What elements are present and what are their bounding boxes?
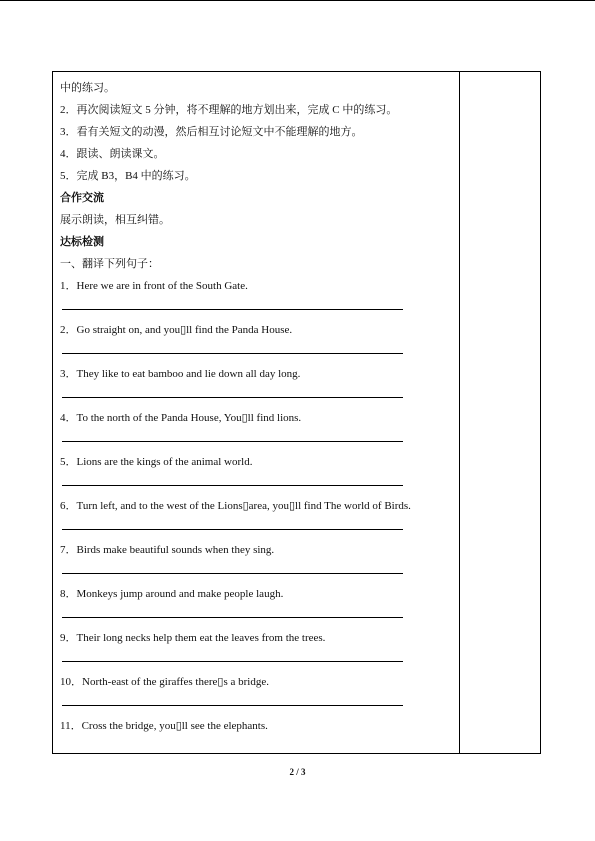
sentence-text: 3．They like to eat bamboo and lie down all day long. — [60, 368, 301, 380]
exercise-item — [60, 407, 450, 451]
answer-line[interactable] — [62, 617, 403, 618]
page-top-rule — [0, 0, 595, 1]
intro-line: 中的练习。 — [60, 82, 115, 94]
lesson-table — [52, 71, 541, 754]
sentence-text: 7．Birds make beautiful sounds when they sing. — [60, 544, 275, 556]
sentence-text: 1．Here we are in front of the South Gate. — [60, 280, 248, 292]
exercise-item — [60, 671, 450, 715]
answer-line[interactable] — [62, 573, 403, 574]
sentence-text: 2．Go straight on, and you▯ll find the Panda House. — [60, 324, 293, 336]
sentence-text: 9．Their long necks help them eat the leaves from the trees. — [60, 632, 326, 644]
exercise-item — [60, 495, 450, 539]
exercise-title: 一、翻译下列句子： — [60, 258, 159, 270]
intro-line: 4．跟读、朗读课文。 — [60, 148, 165, 160]
exercise-item — [60, 275, 450, 319]
exercise-item — [60, 627, 450, 671]
sentence-text: 6．Turn left, and to the west of the Lions▯area, you▯ll find The world of Birds. — [60, 500, 411, 512]
exercise-item — [60, 539, 450, 583]
sentence-text: 4．To the north of the Panda House, You▯ll find lions. — [60, 412, 302, 424]
column-divider — [459, 72, 460, 753]
sentence-text: 5．Lions are the kings of the animal world. — [60, 456, 253, 468]
sentence-text: 10．North-east of the giraffes there▯s a bridge. — [60, 676, 269, 688]
lesson-content — [60, 77, 450, 759]
answer-line[interactable] — [62, 397, 403, 398]
exercise-item — [60, 363, 450, 407]
sentence-text: 8．Monkeys jump around and make people laugh. — [60, 588, 284, 600]
intro-line: 3．看有关短文的动漫，然后相互讨论短文中不能理解的地方。 — [60, 126, 363, 138]
intro-line: 2．再次阅读短文 5 分钟，将不理解的地方划出来，完成 C 中的练习。 — [60, 104, 398, 116]
answer-line[interactable] — [62, 309, 403, 310]
exercise-item — [60, 451, 450, 495]
exercise-item — [60, 583, 450, 627]
cooperation-text: 展示朗读，相互纠错。 — [60, 214, 170, 226]
section-heading-cooperation: 合作交流 — [60, 192, 104, 204]
exercise-item — [60, 715, 450, 759]
intro-line: 5．完成 B3，B4 中的练习。 — [60, 170, 196, 182]
answer-line[interactable] — [62, 441, 403, 442]
exercise-item — [60, 319, 450, 363]
answer-line[interactable] — [62, 705, 403, 706]
answer-line[interactable] — [62, 485, 403, 486]
answer-line[interactable] — [62, 353, 403, 354]
answer-line[interactable] — [62, 661, 403, 662]
page-number: 2 / 3 — [289, 767, 306, 777]
answer-line[interactable] — [62, 529, 403, 530]
section-heading-check: 达标检测 — [60, 236, 104, 248]
sentence-text: 11．Cross the bridge, you▯ll see the elephants. — [60, 720, 268, 732]
